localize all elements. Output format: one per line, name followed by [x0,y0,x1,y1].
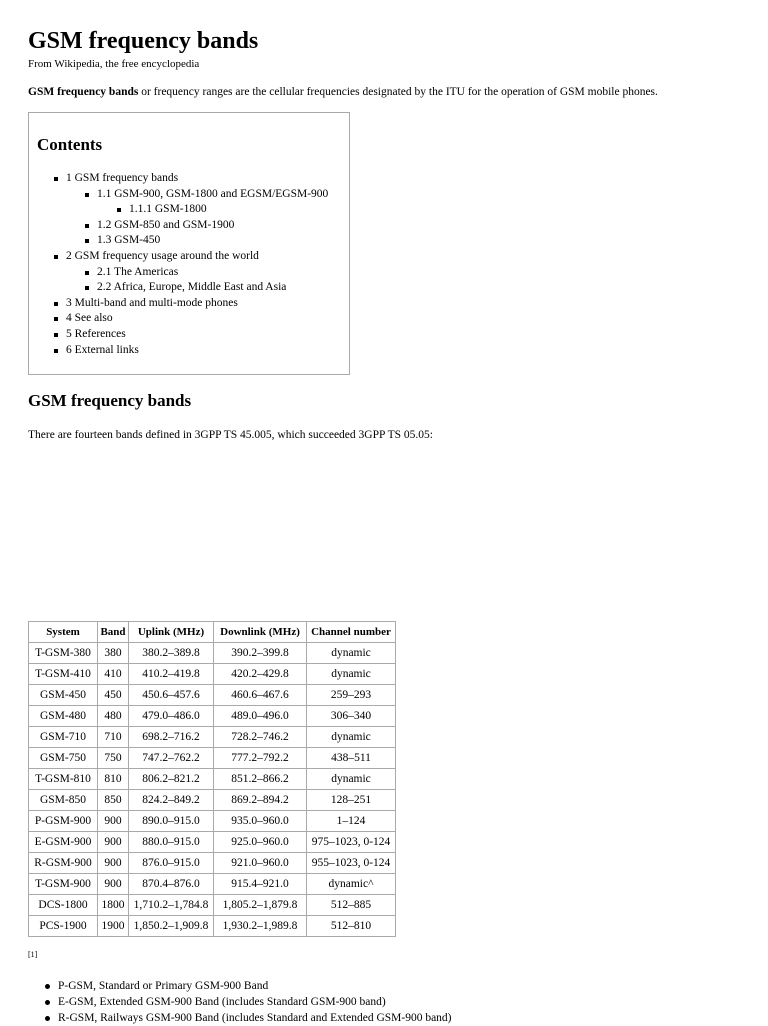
downlink-cell: 460.6–467.6 [214,685,307,706]
channel-number-cell: 259–293 [307,685,396,706]
toc-item[interactable]: 4 See also [29,311,328,327]
system-cell: DCS-1800 [29,895,98,916]
toc-item[interactable]: 1 GSM frequency bands [29,171,328,187]
channel-number-cell: 512–810 [307,916,396,937]
notes-list [28,978,452,1026]
toc-item[interactable]: 5 References [29,327,328,343]
tagline: From Wikipedia, the free encyclopedia [28,58,200,70]
table-row [29,895,396,916]
uplink-cell: 880.0–915.0 [129,832,214,853]
table-row [29,664,396,685]
system-cell: GSM-450 [29,685,98,706]
uplink-cell: 698.2–716.2 [129,727,214,748]
downlink-cell: 1,805.2–1,879.8 [214,895,307,916]
downlink-cell: 851.2–866.2 [214,769,307,790]
downlink-cell: 935.0–960.0 [214,811,307,832]
table-row [29,832,396,853]
system-cell: E-GSM-900 [29,832,98,853]
toc-list [29,171,328,358]
intro-text: or frequency ranges are the cellular frequencies designated by the ITU for the operation of GSM mobile phones. [138,86,658,98]
section-heading: GSM frequency bands [28,391,192,410]
channel-number-cell: dynamic [307,769,396,790]
toc-title: Contents [37,135,103,154]
downlink-cell: 921.0–960.0 [214,853,307,874]
uplink-header: Uplink (MHz) [129,622,214,643]
channel-number-cell: 1–124 [307,811,396,832]
toc-item[interactable]: 2.1 The Americas [29,265,328,281]
channel-number-cell: 955–1023, 0-124 [307,853,396,874]
system-cell: T-GSM-410 [29,664,98,685]
channel-number-cell: 975–1023, 0-124 [307,832,396,853]
toc-item[interactable]: 1.1.1 GSM-1800 [29,202,328,218]
uplink-cell: 450.6–457.6 [129,685,214,706]
toc-item[interactable]: 1.1 GSM-900, GSM-1800 and EGSM/EGSM-900 [29,187,328,203]
uplink-cell: 380.2–389.8 [129,643,214,664]
system-cell: T-GSM-810 [29,769,98,790]
band-cell: 710 [98,727,129,748]
uplink-cell: 870.4–876.0 [129,874,214,895]
system-cell: GSM-710 [29,727,98,748]
channel-number-cell: dynamic [307,643,396,664]
table-row [29,706,396,727]
band-cell: 850 [98,790,129,811]
table-row [29,853,396,874]
toc-item[interactable]: 1.3 GSM-450 [29,233,328,249]
uplink-cell: 890.0–915.0 [129,811,214,832]
channel-number-header: Channel number [307,622,396,643]
downlink-header: Downlink (MHz) [214,622,307,643]
band-cell: 480 [98,706,129,727]
system-cell: P-GSM-900 [29,811,98,832]
uplink-cell: 410.2–419.8 [129,664,214,685]
downlink-cell: 925.0–960.0 [214,832,307,853]
uplink-cell: 747.2–762.2 [129,748,214,769]
uplink-cell: 806.2–821.2 [129,769,214,790]
band-cell: 900 [98,874,129,895]
channel-number-cell: dynamic^ [307,874,396,895]
system-cell: PCS-1900 [29,916,98,937]
page-title: GSM frequency bands [28,28,259,54]
table-row [29,916,396,937]
note-item: E-GSM, Extended GSM-900 Band (includes Standard GSM-900 band) [28,994,452,1010]
table-row [29,685,396,706]
channel-number-cell: dynamic [307,664,396,685]
downlink-cell: 869.2–894.2 [214,790,307,811]
band-cell: 810 [98,769,129,790]
toc-item[interactable]: 2 GSM frequency usage around the world [29,249,328,265]
toc-item[interactable]: 3 Multi-band and multi-mode phones [29,296,328,312]
system-cell: R-GSM-900 [29,853,98,874]
band-cell: 750 [98,748,129,769]
note-item: R-GSM, Railways GSM-900 Band (includes Standard and Extended GSM-900 band) [28,1010,452,1026]
band-cell: 900 [98,853,129,874]
table-body [29,643,396,937]
downlink-cell: 390.2–399.8 [214,643,307,664]
system-cell: GSM-750 [29,748,98,769]
channel-number-cell: 438–511 [307,748,396,769]
band-cell: 1900 [98,916,129,937]
frequency-bands-table [28,621,396,937]
band-cell: 900 [98,811,129,832]
table-row [29,769,396,790]
downlink-cell: 489.0–496.0 [214,706,307,727]
intro-bold-term: GSM frequency bands [28,86,139,98]
uplink-cell: 876.0–915.0 [129,853,214,874]
downlink-cell: 915.4–921.0 [214,874,307,895]
note-item: P-GSM, Standard or Primary GSM-900 Band [28,978,452,994]
table-header-row [29,622,396,643]
table-row [29,643,396,664]
uplink-cell: 1,710.2–1,784.8 [129,895,214,916]
channel-number-cell: dynamic [307,727,396,748]
system-cell: GSM-480 [29,706,98,727]
channel-number-cell: 128–251 [307,790,396,811]
downlink-cell: 777.2–792.2 [214,748,307,769]
system-cell: GSM-850 [29,790,98,811]
channel-number-cell: 306–340 [307,706,396,727]
section-paragraph: There are fourteen bands defined in 3GPP TS 45.005, which succeeded 3GPP TS 05.05: [28,429,433,441]
band-cell: 450 [98,685,129,706]
toc-item[interactable]: 6 External links [29,343,328,359]
downlink-cell: 728.2–746.2 [214,727,307,748]
system-cell: T-GSM-900 [29,874,98,895]
intro-paragraph [28,86,658,98]
table-row [29,727,396,748]
uplink-cell: 824.2–849.2 [129,790,214,811]
downlink-cell: 1,930.2–1,989.8 [214,916,307,937]
table-row [29,811,396,832]
table-of-contents [28,112,350,375]
band-cell: 1800 [98,895,129,916]
system-cell: T-GSM-380 [29,643,98,664]
downlink-cell: 420.2–429.8 [214,664,307,685]
band-cell: 380 [98,643,129,664]
uplink-cell: 1,850.2–1,909.8 [129,916,214,937]
system-header: System [29,622,98,643]
toc-item[interactable]: 1.2 GSM-850 and GSM-1900 [29,218,328,234]
band-header: Band [98,622,129,643]
uplink-cell: 479.0–486.0 [129,706,214,727]
band-cell: 410 [98,664,129,685]
table-row [29,874,396,895]
table-row [29,748,396,769]
channel-number-cell: 512–885 [307,895,396,916]
reference-link[interactable]: [1] [28,950,38,959]
toc-item[interactable]: 2.2 Africa, Europe, Middle East and Asia [29,280,328,296]
table-row [29,790,396,811]
band-cell: 900 [98,832,129,853]
